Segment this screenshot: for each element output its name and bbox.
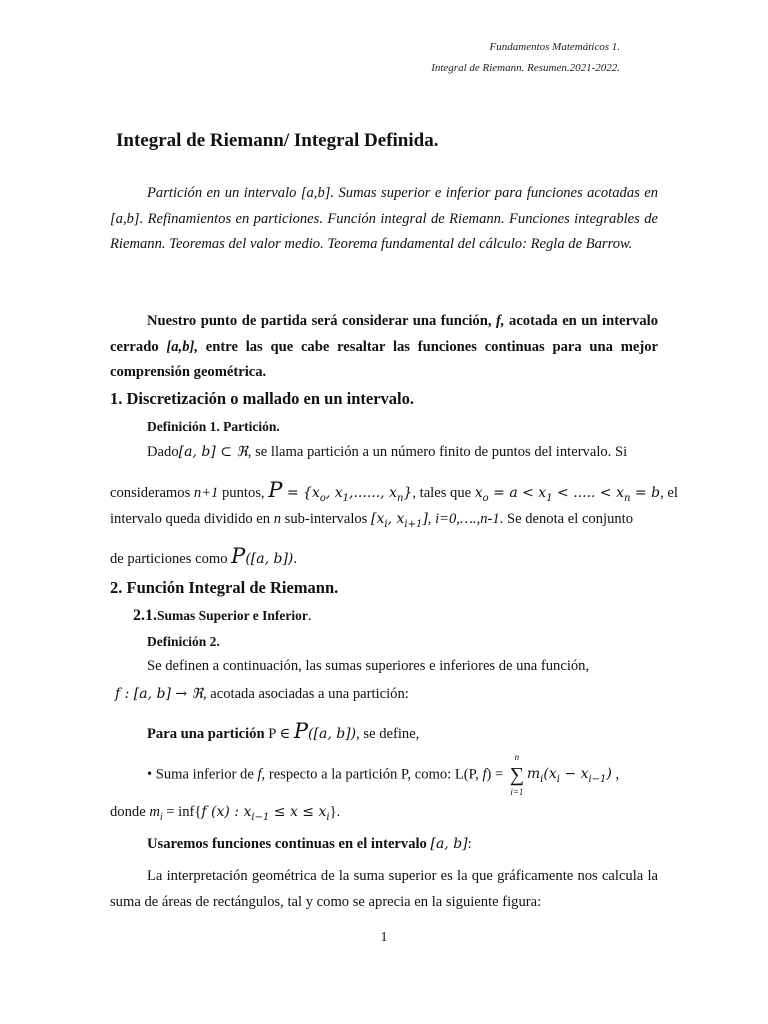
- page-title: Integral de Riemann/ Integral Definida.: [116, 130, 439, 151]
- def1-line-4: de particiones como P([a, b]).: [110, 544, 298, 568]
- continuous-functions-note: Usaremos funciones continuas en el intervalo [a, b]:: [147, 836, 472, 852]
- lower-sum-definition: • Suma inferior de f, respecto a la partición P, como: L(P, f) = n ∑ i=1 $m_i(x_i - x_{i-1})$ ,: [147, 752, 620, 797]
- function-domain-line: f : [a, b] → ℜ, acotada asociadas a una partición:: [115, 686, 409, 702]
- intro-paragraph: Nuestro punto de partida será considerar una función, f, acotada en un intervalo cerrado [a,b], entre las que cabe resaltar las funciones continuas para una mejor comprensión geométrica.: [110, 313, 658, 380]
- page-number: 1: [380, 930, 388, 945]
- partition-statement: Para una partición P ∈ P([a, b]), se define,: [147, 719, 420, 743]
- subsection-2-1-heading: 2.1.Sumas Superior e Inferior.: [133, 607, 312, 624]
- def1-line-2: consideramos n+1 puntos, $P = \{x_o$, $x_1$,......, $x_n$}, tales que $x_o = a < x_1$ < ..... < $x_n = b$, el: [110, 478, 678, 504]
- running-header-topic: Integral de Riemann. Resumen.2021-2022.: [431, 62, 620, 74]
- def2-intro-text: Se definen a continuación, las sumas superiores e inferiores de una función,: [147, 658, 590, 674]
- def1-line-1: Dado[a, b] ⊂ ℜ, se llama partición a un número finito de puntos del intervalo. Si: [147, 444, 628, 460]
- section-1-heading: 1. Discretización o mallado en un intervalo.: [110, 389, 415, 408]
- summation-symbol: n ∑ i=1: [509, 752, 525, 797]
- infimum-definition: donde $m_i = inf\{f$ (x) : $x_{i-1} \le x \le x_i$}.: [110, 804, 341, 823]
- abstract-paragraph: Partición en un intervalo [a,b]. Sumas superior e inferior para funciones acotadas en [a,b]. Refinamientos en particiones. Función integral de Riemann. Funciones integrables de Riemann. Teoremas del valor medio. Teorema fundamental del cálculo: Regla de Barrow.: [110, 185, 658, 252]
- section-2-heading: 2. Función Integral de Riemann.: [110, 578, 339, 597]
- def1-line-3: intervalo queda dividido en n sub-intervalos [$x_i$, $x_{i+1}$], i=0,….,n-1. Se denota el conjunto: [110, 511, 634, 530]
- definition-1-title: Definición 1. Partición.: [147, 419, 280, 434]
- running-header-course: Fundamentos Matemáticos 1.: [489, 41, 620, 53]
- definition-2-title: Definición 2.: [147, 634, 220, 649]
- geometric-interpretation-paragraph: La interpretación geométrica de la suma superior es la que gráficamente nos calcula la suma de áreas de rectángulos, tal y como se aprecia en la siguiente figura:: [110, 868, 658, 910]
